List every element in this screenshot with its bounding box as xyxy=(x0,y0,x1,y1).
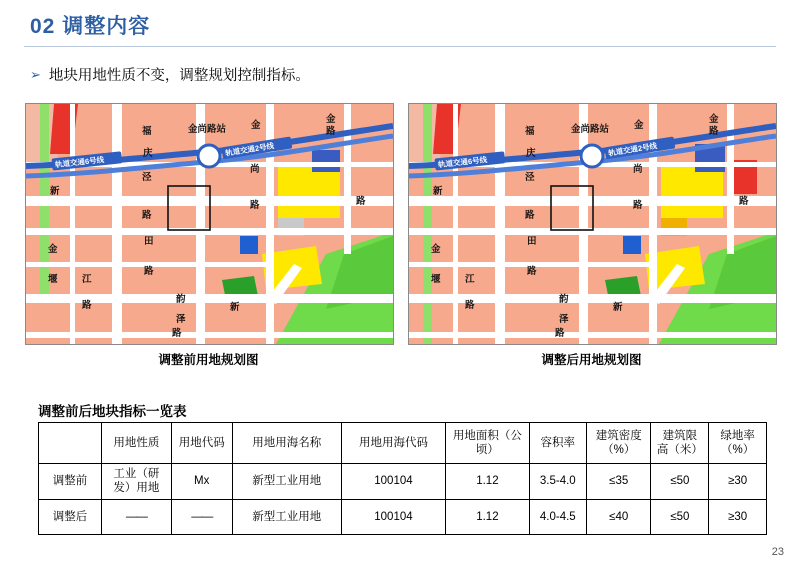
map-after-caption: 调整后用地规划图 xyxy=(541,353,642,367)
svg-text:韵: 韵 xyxy=(176,294,186,305)
svg-text:金: 金 xyxy=(431,244,441,255)
svg-text:新: 新 xyxy=(433,186,443,197)
svg-text:路: 路 xyxy=(250,200,260,211)
svg-text:路: 路 xyxy=(356,196,366,207)
cell-sea-name-before: 新型工业用地 xyxy=(232,464,341,500)
svg-text:金: 金 xyxy=(634,120,644,131)
th-sea-code: 用地用海代码 xyxy=(341,423,445,464)
svg-text:泽: 泽 xyxy=(176,314,186,325)
svg-text:新: 新 xyxy=(50,186,60,197)
th-height xyxy=(651,423,709,464)
svg-text:路: 路 xyxy=(172,328,182,339)
cell-far-before: 3.5-4.0 xyxy=(529,464,586,500)
svg-text:田: 田 xyxy=(527,236,537,247)
cell-land-nature-before-line1: 工业（研 xyxy=(113,468,160,480)
cell-land-nature-after: —— xyxy=(101,499,171,534)
row-label-before: 调整前 xyxy=(39,464,102,500)
svg-text:泾: 泾 xyxy=(525,172,535,183)
svg-text:路: 路 xyxy=(465,300,475,311)
svg-text:堰: 堰 xyxy=(48,274,58,285)
cell-land-code-after: —— xyxy=(171,499,232,534)
title-divider xyxy=(24,46,776,47)
svg-text:江: 江 xyxy=(82,274,92,285)
svg-text:路: 路 xyxy=(633,200,643,211)
th-sea-name: 用地用海名称 xyxy=(232,423,341,464)
svg-text:金尚路站: 金尚路站 xyxy=(188,124,227,135)
svg-text:尚: 尚 xyxy=(633,164,643,175)
svg-text:路: 路 xyxy=(82,300,92,311)
svg-text:江: 江 xyxy=(465,274,475,285)
cell-land-nature-before-line2: 发）用地 xyxy=(113,482,160,495)
svg-text:金尚路站: 金尚路站 xyxy=(571,124,610,135)
svg-text:金: 金 xyxy=(251,120,261,131)
cell-sea-code-before: 100104 xyxy=(341,464,445,500)
svg-text:新: 新 xyxy=(613,302,623,313)
svg-text:轨道交通6号线: 轨道交通6号线 xyxy=(54,155,105,170)
th-far: 容积率 xyxy=(529,423,586,464)
svg-text:堰: 堰 xyxy=(431,274,441,285)
th-land-nature: 用地性质 xyxy=(101,423,171,464)
svg-text:路: 路 xyxy=(142,210,152,221)
svg-text:路: 路 xyxy=(739,196,749,207)
th-area: 用地面积（公顷） xyxy=(446,423,529,464)
th-height-line1: 建筑限 xyxy=(662,429,698,442)
svg-text:路: 路 xyxy=(527,266,537,277)
bullet-text: 地块用地性质不变，调整规划控制指标。 xyxy=(48,68,310,84)
table-header-row xyxy=(39,423,767,464)
cell-green-after: ≥30 xyxy=(709,499,767,534)
th-density-line2: （%） xyxy=(602,444,636,456)
svg-text:尚: 尚 xyxy=(250,164,260,175)
bullet-arrow-icon: ➢ xyxy=(30,66,41,82)
svg-text:金: 金 xyxy=(709,114,719,125)
table-row xyxy=(39,499,767,534)
svg-text:轨道交通2号线: 轨道交通2号线 xyxy=(607,141,658,158)
cell-area-before: 1.12 xyxy=(446,464,529,500)
svg-text:路: 路 xyxy=(525,210,535,221)
svg-text:韵: 韵 xyxy=(559,294,569,305)
th-land-code: 用地代码 xyxy=(171,423,232,464)
svg-text:轨道交通6号线: 轨道交通6号线 xyxy=(437,155,488,170)
th-blank xyxy=(39,423,102,464)
cell-far-after: 4.0-4.5 xyxy=(529,499,586,534)
th-height-line2: 高（米） xyxy=(656,444,703,456)
page-number: 23 xyxy=(771,546,784,558)
svg-text:庆: 庆 xyxy=(143,148,153,159)
svg-text:路: 路 xyxy=(555,328,565,339)
svg-text:田: 田 xyxy=(144,236,154,247)
cell-sea-name-after: 新型工业用地 xyxy=(232,499,341,534)
svg-text:金: 金 xyxy=(48,244,58,255)
row-label-after: 调整后 xyxy=(39,499,102,534)
svg-text:金: 金 xyxy=(326,114,336,125)
svg-text:泾: 泾 xyxy=(142,172,152,183)
indicator-comparison-table xyxy=(38,422,767,535)
cell-density-before: ≤35 xyxy=(586,464,650,500)
svg-text:路: 路 xyxy=(144,266,154,277)
svg-text:新: 新 xyxy=(230,302,240,313)
th-green xyxy=(709,423,767,464)
table-row xyxy=(39,464,767,500)
cell-density-after: ≤40 xyxy=(586,499,650,534)
svg-text:庆: 庆 xyxy=(526,148,536,159)
cell-land-code-before: Mx xyxy=(171,464,232,500)
map-after-adjustment xyxy=(408,103,777,345)
map-before-caption: 调整前用地规划图 xyxy=(158,353,259,367)
svg-text:路: 路 xyxy=(326,126,336,137)
cell-height-before: ≤50 xyxy=(651,464,709,500)
cell-area-after: 1.12 xyxy=(446,499,529,534)
svg-text:泽: 泽 xyxy=(559,314,569,325)
th-density-line1: 建筑密度 xyxy=(595,429,642,442)
svg-text:路: 路 xyxy=(709,126,719,137)
page-title: 02 调整内容 xyxy=(30,15,151,38)
svg-text:福: 福 xyxy=(142,126,152,137)
cell-height-after: ≤50 xyxy=(651,499,709,534)
svg-text:轨道交通2号线: 轨道交通2号线 xyxy=(224,141,275,158)
bullet-line xyxy=(30,64,310,85)
cell-sea-code-after: 100104 xyxy=(341,499,445,534)
svg-text:福: 福 xyxy=(525,126,535,137)
th-density xyxy=(586,423,650,464)
th-green-line2: （%） xyxy=(721,444,755,456)
table-title: 调整前后地块指标一览表 xyxy=(38,404,187,419)
cell-land-nature-before xyxy=(101,464,171,500)
map-before-adjustment xyxy=(25,103,394,345)
th-green-line1: 绿地率 xyxy=(720,429,755,442)
cell-green-before: ≥30 xyxy=(709,464,767,500)
